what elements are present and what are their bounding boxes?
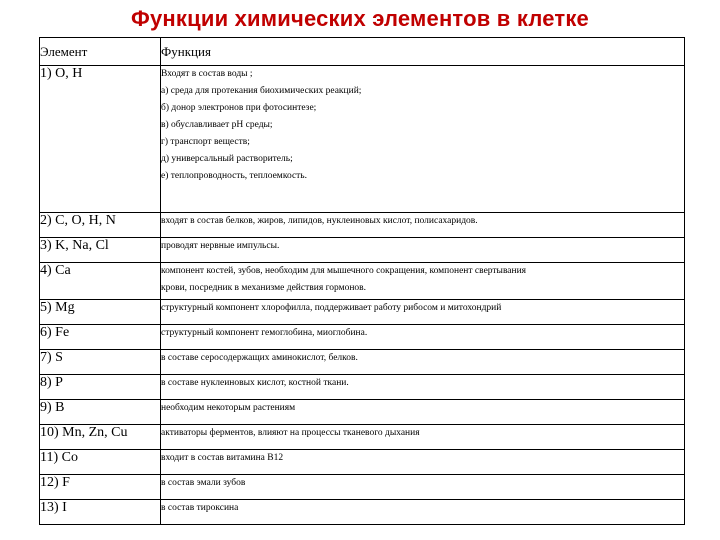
- function-line: б) донор электронов при фотосинтезе;: [161, 103, 317, 113]
- table-row: [40, 500, 685, 525]
- table-row: [40, 300, 685, 325]
- table-header-row: [40, 38, 685, 66]
- element-cell: 12) F: [40, 475, 161, 500]
- function-line: входит в состав витамина В12: [161, 453, 284, 463]
- element-cell: 10) Mn, Zn, Cu: [40, 425, 161, 450]
- function-line: е) теплопроводность, теплоемкость.: [161, 171, 308, 181]
- function-cell: [161, 238, 685, 263]
- function-cell: [161, 263, 685, 300]
- function-line: структурный компонент гемоглобина, миоглобина.: [161, 328, 368, 338]
- table-row: [40, 475, 685, 500]
- element-cell: 9) B: [40, 400, 161, 425]
- function-line: Входят в состав воды ;: [161, 69, 253, 79]
- function-line: входят в состав белков, жиров, липидов, нуклеиновых кислот, полисахаридов.: [161, 216, 478, 226]
- function-line: г) транспорт веществ;: [161, 137, 250, 147]
- function-line: структурный компонент хлорофилла, поддерживает работу рибосом и митохондрий: [161, 303, 502, 313]
- page-title: Функции химических элементов в клетке: [131, 6, 589, 31]
- function-line: в) обуславливает рН среды;: [161, 120, 273, 130]
- table-row: [40, 425, 685, 450]
- element-cell: 7) S: [40, 350, 161, 375]
- element-cell: 8) P: [40, 375, 161, 400]
- function-line: необходим некоторым растениям: [161, 403, 296, 413]
- element-cell: 11) Co: [40, 450, 161, 475]
- function-cell: [161, 350, 685, 375]
- table-row: [40, 450, 685, 475]
- function-cell: [161, 475, 685, 500]
- table-row: [40, 375, 685, 400]
- function-line: а) среда для протекания биохимических реакций;: [161, 86, 362, 96]
- element-cell: 4) Ca: [40, 263, 161, 300]
- function-line: в составе нуклеиновых кислот, костной ткани.: [161, 378, 349, 388]
- function-cell: [161, 500, 685, 525]
- function-cell: [161, 450, 685, 475]
- function-cell: [161, 66, 685, 213]
- function-line: проводят нервные импульсы.: [161, 241, 280, 251]
- elements-functions-table: [39, 37, 685, 525]
- table-row: [40, 350, 685, 375]
- function-cell: [161, 425, 685, 450]
- table-row: [40, 263, 685, 300]
- function-line: крови, посредник в механизме действия гормонов.: [161, 283, 367, 293]
- element-cell: 1) O, H: [40, 66, 161, 213]
- function-line: компонент костей, зубов, необходим для мышечного сокращения, компонент свертывания: [161, 266, 527, 276]
- element-cell: 5) Mg: [40, 300, 161, 325]
- element-cell: 3) K, Na, Cl: [40, 238, 161, 263]
- function-line: в составе серосодержащих аминокислот, белков.: [161, 353, 358, 363]
- function-cell: [161, 300, 685, 325]
- table-row: [40, 325, 685, 350]
- column-header-function: Функция: [161, 38, 685, 66]
- function-line: д) универсальный растворитель;: [161, 154, 293, 164]
- element-cell: 6) Fe: [40, 325, 161, 350]
- table-row: [40, 213, 685, 238]
- column-header-element: Элемент: [40, 38, 161, 66]
- function-line: в состав эмали зубов: [161, 478, 246, 488]
- element-cell: 2) C, O, H, N: [40, 213, 161, 238]
- function-line: в состав тироксина: [161, 503, 239, 513]
- table-row: [40, 238, 685, 263]
- table-row: [40, 66, 685, 213]
- function-cell: [161, 375, 685, 400]
- function-cell: [161, 325, 685, 350]
- function-cell: [161, 400, 685, 425]
- function-cell: [161, 213, 685, 238]
- element-cell: 13) I: [40, 500, 161, 525]
- function-line: активаторы ферментов, влияют на процессы тканевого дыхания: [161, 428, 420, 438]
- table-row: [40, 400, 685, 425]
